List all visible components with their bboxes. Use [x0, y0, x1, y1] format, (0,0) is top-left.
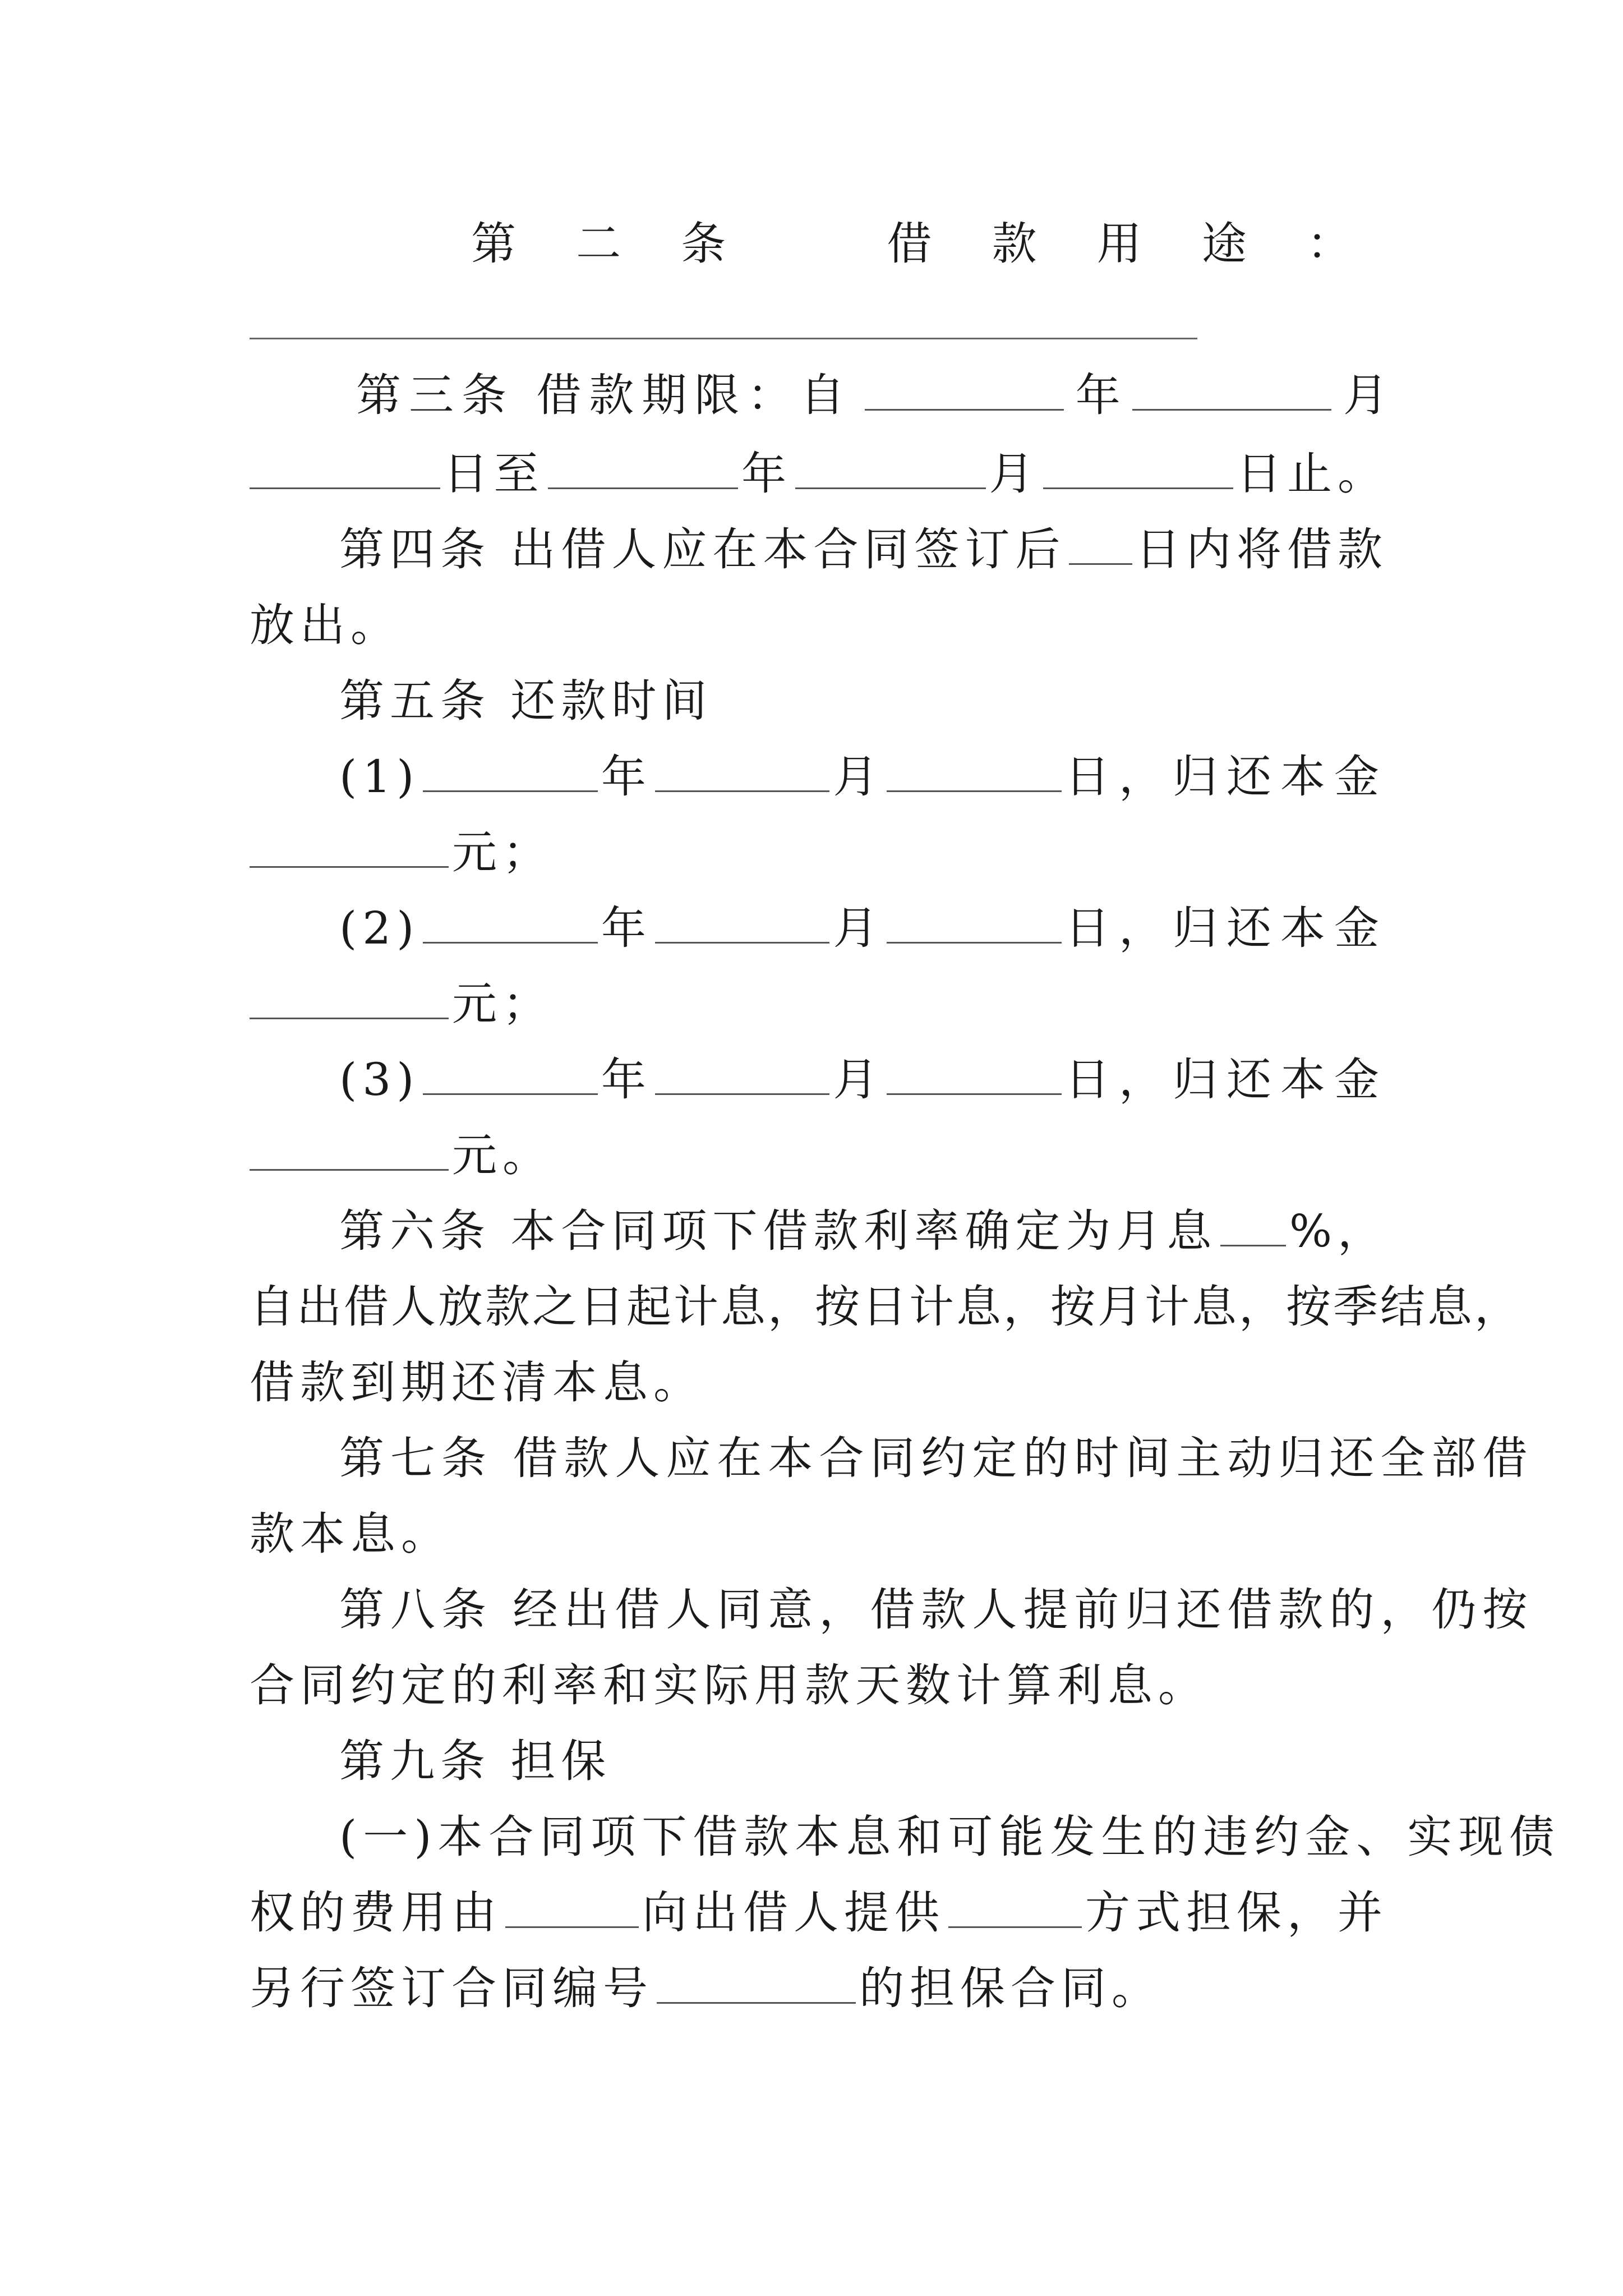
article-7-line-1: 第七条 借款人应在本合同约定的时间主动归还全部借 — [339, 1432, 1534, 1484]
article-2-char: 款 — [992, 218, 1037, 270]
amount-unit: 元； — [452, 978, 553, 1030]
blank-field — [655, 1054, 830, 1095]
day-text: 日，归还本金 — [1065, 751, 1389, 803]
article-2-char: 条 — [681, 218, 726, 270]
article-9-text: 的担保合同。 — [859, 1962, 1162, 2014]
year-label: 年 — [601, 1053, 652, 1106]
amount-unit: 元。 — [452, 1129, 553, 1181]
blank-field — [655, 751, 830, 792]
blank-field — [423, 903, 598, 944]
month-label: 月 — [1343, 369, 1388, 421]
blank-field — [548, 448, 739, 489]
blank-field — [250, 978, 449, 1019]
article-2-char: 借 — [887, 218, 932, 270]
article-6-line-3: 借款到期还清本息。 — [250, 1356, 704, 1409]
day-to-label: 日至 — [443, 448, 545, 500]
month-label: 月 — [833, 1053, 884, 1106]
article-8-line-2: 合同约定的利率和实际用款天数计算利息。 — [250, 1659, 1209, 1711]
repayment-item-3-amount — [250, 1128, 1388, 1184]
article-2-blank-line — [250, 338, 1197, 339]
blank-field — [423, 751, 598, 792]
article-9-line-3 — [250, 1961, 1388, 2017]
year-label: 年 — [601, 902, 652, 954]
blank-field — [1069, 524, 1132, 565]
article-8-line-1: 第八条 经出借人同意，借款人提前归还借款的，仍按 — [339, 1584, 1534, 1636]
article-6-text: 第六条 本合同项下借款利率确定为月息 — [339, 1205, 1218, 1257]
repayment-item-1-amount — [250, 825, 1388, 881]
article-2-char: 用 — [1096, 218, 1142, 270]
blank-field — [657, 1963, 856, 2004]
blank-field — [250, 1130, 449, 1171]
blank-field — [865, 370, 1064, 411]
blank-field — [948, 1887, 1082, 1928]
article-3-line-2 — [250, 446, 1388, 502]
article-6-line-1 — [339, 1203, 1388, 1259]
article-9-line-2 — [250, 1885, 1388, 1941]
article-4-text: 第四条 出借人应在本合同签订后 — [339, 523, 1066, 576]
blank-field — [250, 448, 440, 489]
item-number: (2) — [339, 902, 420, 954]
blank-field — [505, 1887, 639, 1928]
item-number: (1) — [339, 751, 420, 803]
blank-field — [423, 1054, 598, 1095]
article-9-text: 方式担保，并 — [1085, 1887, 1388, 1939]
article-9-heading: 第九条 担保 — [339, 1735, 612, 1787]
blank-field — [887, 1054, 1062, 1095]
article-9-text: 权的费用由 — [250, 1887, 502, 1939]
article-2-char: 途 — [1201, 218, 1247, 270]
year-label: 年 — [1075, 369, 1121, 421]
blank-field — [887, 903, 1062, 944]
year-label: 年 — [601, 751, 652, 803]
repayment-item-2-amount — [250, 976, 1388, 1032]
article-2-title — [471, 216, 1352, 272]
article-4-text: 日内将借款 — [1136, 523, 1388, 576]
month-label: 月 — [833, 751, 884, 803]
repayment-item-3 — [339, 1052, 1388, 1108]
article-2-char: ： — [1306, 218, 1352, 270]
article-4-line-1 — [339, 522, 1388, 578]
article-6-text: %， — [1289, 1205, 1388, 1257]
blank-field — [795, 448, 986, 489]
item-number: (3) — [339, 1053, 420, 1106]
article-3-line-1 — [356, 367, 1388, 424]
article-2-char: 第 — [471, 218, 516, 270]
day-text: 日，归还本金 — [1065, 902, 1389, 954]
article-5-heading: 第五条 还款时间 — [339, 675, 713, 727]
article-6-line-2: 自出借人放款之日起计息，按日计息，按月计息，按季结息， — [250, 1281, 1521, 1333]
year-label: 年 — [741, 448, 792, 500]
month-label: 月 — [989, 448, 1040, 500]
article-9-text: 向出借人提供 — [642, 1887, 945, 1939]
blank-field — [1043, 448, 1234, 489]
article-9-line-1: (一)本合同项下借款本息和可能发生的违约金、实现债 — [339, 1811, 1561, 1863]
blank-field — [250, 827, 449, 868]
end-label: 日止。 — [1237, 448, 1388, 500]
article-9-text: 另行签订合同编号 — [250, 1962, 653, 2014]
amount-unit: 元； — [452, 826, 553, 878]
day-text: 日，归还本金 — [1065, 1053, 1389, 1106]
article-2-char: 二 — [576, 218, 621, 270]
article-7-line-2: 款本息。 — [250, 1508, 451, 1560]
blank-field — [655, 903, 830, 944]
repayment-item-2 — [339, 900, 1388, 956]
blank-field — [887, 751, 1062, 792]
repayment-item-1 — [339, 749, 1388, 805]
article-3-prefix: 第三条 借款期限：自 — [356, 369, 853, 421]
article-4-line-2: 放出。 — [250, 599, 401, 651]
blank-field — [1132, 370, 1331, 411]
blank-field — [1220, 1205, 1286, 1246]
month-label: 月 — [833, 902, 884, 954]
